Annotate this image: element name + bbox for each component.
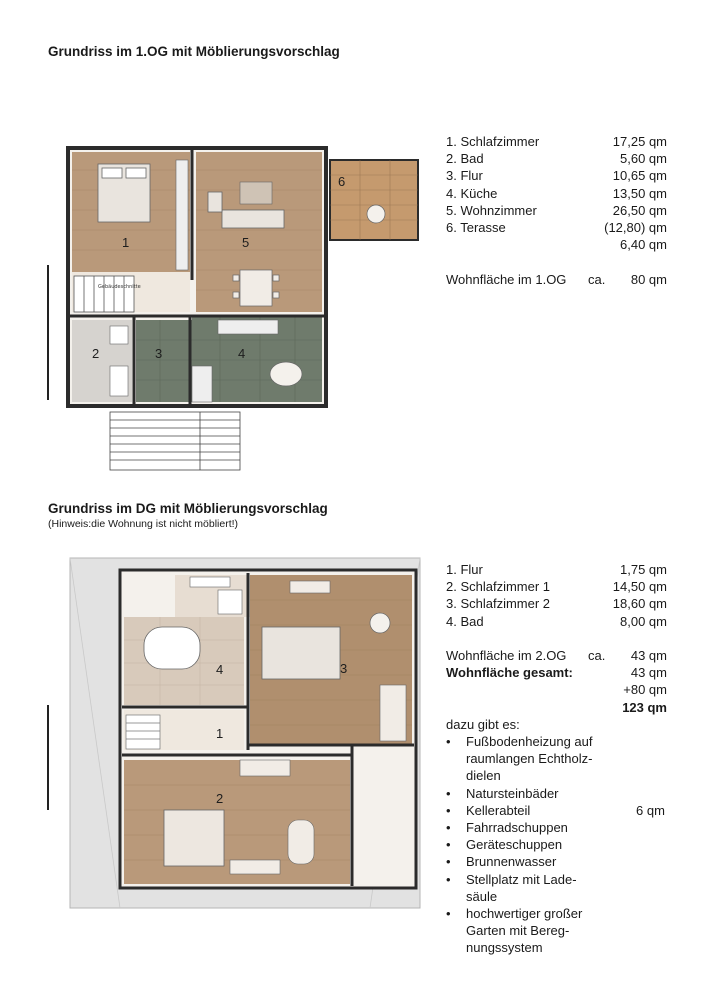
og-room-row: 6,40 qm bbox=[620, 237, 667, 253]
dg-area-ca: ca. bbox=[588, 647, 606, 663]
og-room-row: 2. Bad 5,60 qm bbox=[446, 151, 667, 167]
og-room-row: 4. Küche 13,50 qm bbox=[446, 185, 667, 201]
room-3 bbox=[136, 320, 192, 402]
og-total-label: Wohnfläche im 1.OG bbox=[446, 271, 567, 287]
dg-note: (Hinweis:die Wohnung ist nicht möbliert!) bbox=[48, 518, 239, 530]
og-total-ca: ca. bbox=[588, 271, 606, 287]
og-total-row bbox=[446, 271, 667, 288]
kellerabteil-amount: 6 qm bbox=[636, 802, 665, 818]
og-room-row: 6. Terasse (12,80) qm bbox=[446, 219, 667, 235]
dg-total-value2: +80 qm bbox=[623, 682, 667, 698]
dg-total-sum: 123 qm bbox=[622, 699, 667, 715]
bed bbox=[262, 627, 340, 679]
plan-label-3: 3 bbox=[340, 661, 348, 676]
dg-room-row: 3. Schlafzimmer 2 18,60 qm bbox=[446, 596, 667, 612]
plan-label-2: 2 bbox=[92, 346, 100, 361]
list-item: • Kellerabteil 6 qm bbox=[446, 802, 665, 818]
og-room-row: 1. Schlafzimmer 17,25 qm bbox=[446, 134, 667, 149]
dg-total-row bbox=[446, 664, 667, 681]
floor-plan-dg bbox=[40, 555, 425, 915]
list-item: • Brunnenwasser bbox=[446, 854, 557, 870]
dg-room-list bbox=[446, 561, 667, 733]
plan-label-1: 1 bbox=[216, 726, 224, 741]
list-item: • Stellplatz mit Lade- säule bbox=[446, 871, 577, 904]
dg-total-value1: 43 qm bbox=[630, 665, 667, 681]
plan-label-1: 1 bbox=[122, 235, 130, 250]
terrace-area bbox=[330, 160, 418, 240]
dg-extras-list bbox=[446, 733, 667, 957]
bed bbox=[98, 164, 150, 222]
bathtub bbox=[144, 627, 200, 669]
og-total-value: 80 qm bbox=[630, 271, 667, 287]
dg-room-row: 2. Schlafzimmer 1 14,50 qm bbox=[446, 579, 667, 595]
dg-heading: Grundriss im DG mit Möblierungsvorschlag bbox=[48, 501, 328, 516]
dg-area-value: 43 qm bbox=[630, 647, 667, 663]
og-heading: Grundriss im 1.OG mit Möblierungsvorschlag bbox=[48, 44, 340, 59]
dg-total-label: Wohnfläche gesamt: bbox=[446, 665, 573, 681]
dg-room-row: 1. Flur 1,75 qm bbox=[446, 562, 667, 577]
plan-label-3: 3 bbox=[155, 346, 163, 361]
plan-label-4: 4 bbox=[216, 662, 224, 677]
dg-extras-intro: dazu gibt es: bbox=[446, 716, 520, 732]
plan-label-4: 4 bbox=[238, 346, 246, 361]
round-table bbox=[270, 362, 302, 386]
dg-total-add-row bbox=[446, 681, 667, 698]
dg-area-label: Wohnfläche im 2.OG bbox=[446, 647, 567, 663]
dg-area-row bbox=[446, 647, 667, 664]
og-room-list bbox=[446, 133, 667, 288]
plan-small-label: Gebäudeschnitte bbox=[98, 284, 141, 290]
list-item: • Geräteschuppen bbox=[446, 837, 563, 853]
dining-table bbox=[233, 270, 279, 306]
og-room-row: 3. Flur 10,65 qm bbox=[446, 168, 667, 184]
plan-label-5: 5 bbox=[242, 235, 250, 250]
floor-plan-1og bbox=[40, 130, 425, 500]
list-item: • hochwertiger großer Garten mit Bereg- nungssystem bbox=[446, 906, 583, 956]
plan-label-6: 6 bbox=[338, 174, 346, 189]
bed bbox=[164, 810, 224, 866]
list-item: • Fußbodenheizung auf raumlangen Echtholz- dielen bbox=[446, 734, 593, 784]
og-room-row: 5. Wohnzimmer 26,50 qm bbox=[446, 202, 667, 218]
plan-label-2: 2 bbox=[216, 791, 224, 806]
dg-room-row: 4. Bad 8,00 qm bbox=[446, 613, 667, 629]
dg-total-sum-row bbox=[446, 699, 667, 716]
list-item: • Natursteinbäder bbox=[446, 785, 559, 801]
list-item: • Fahrradschuppen bbox=[446, 820, 568, 836]
